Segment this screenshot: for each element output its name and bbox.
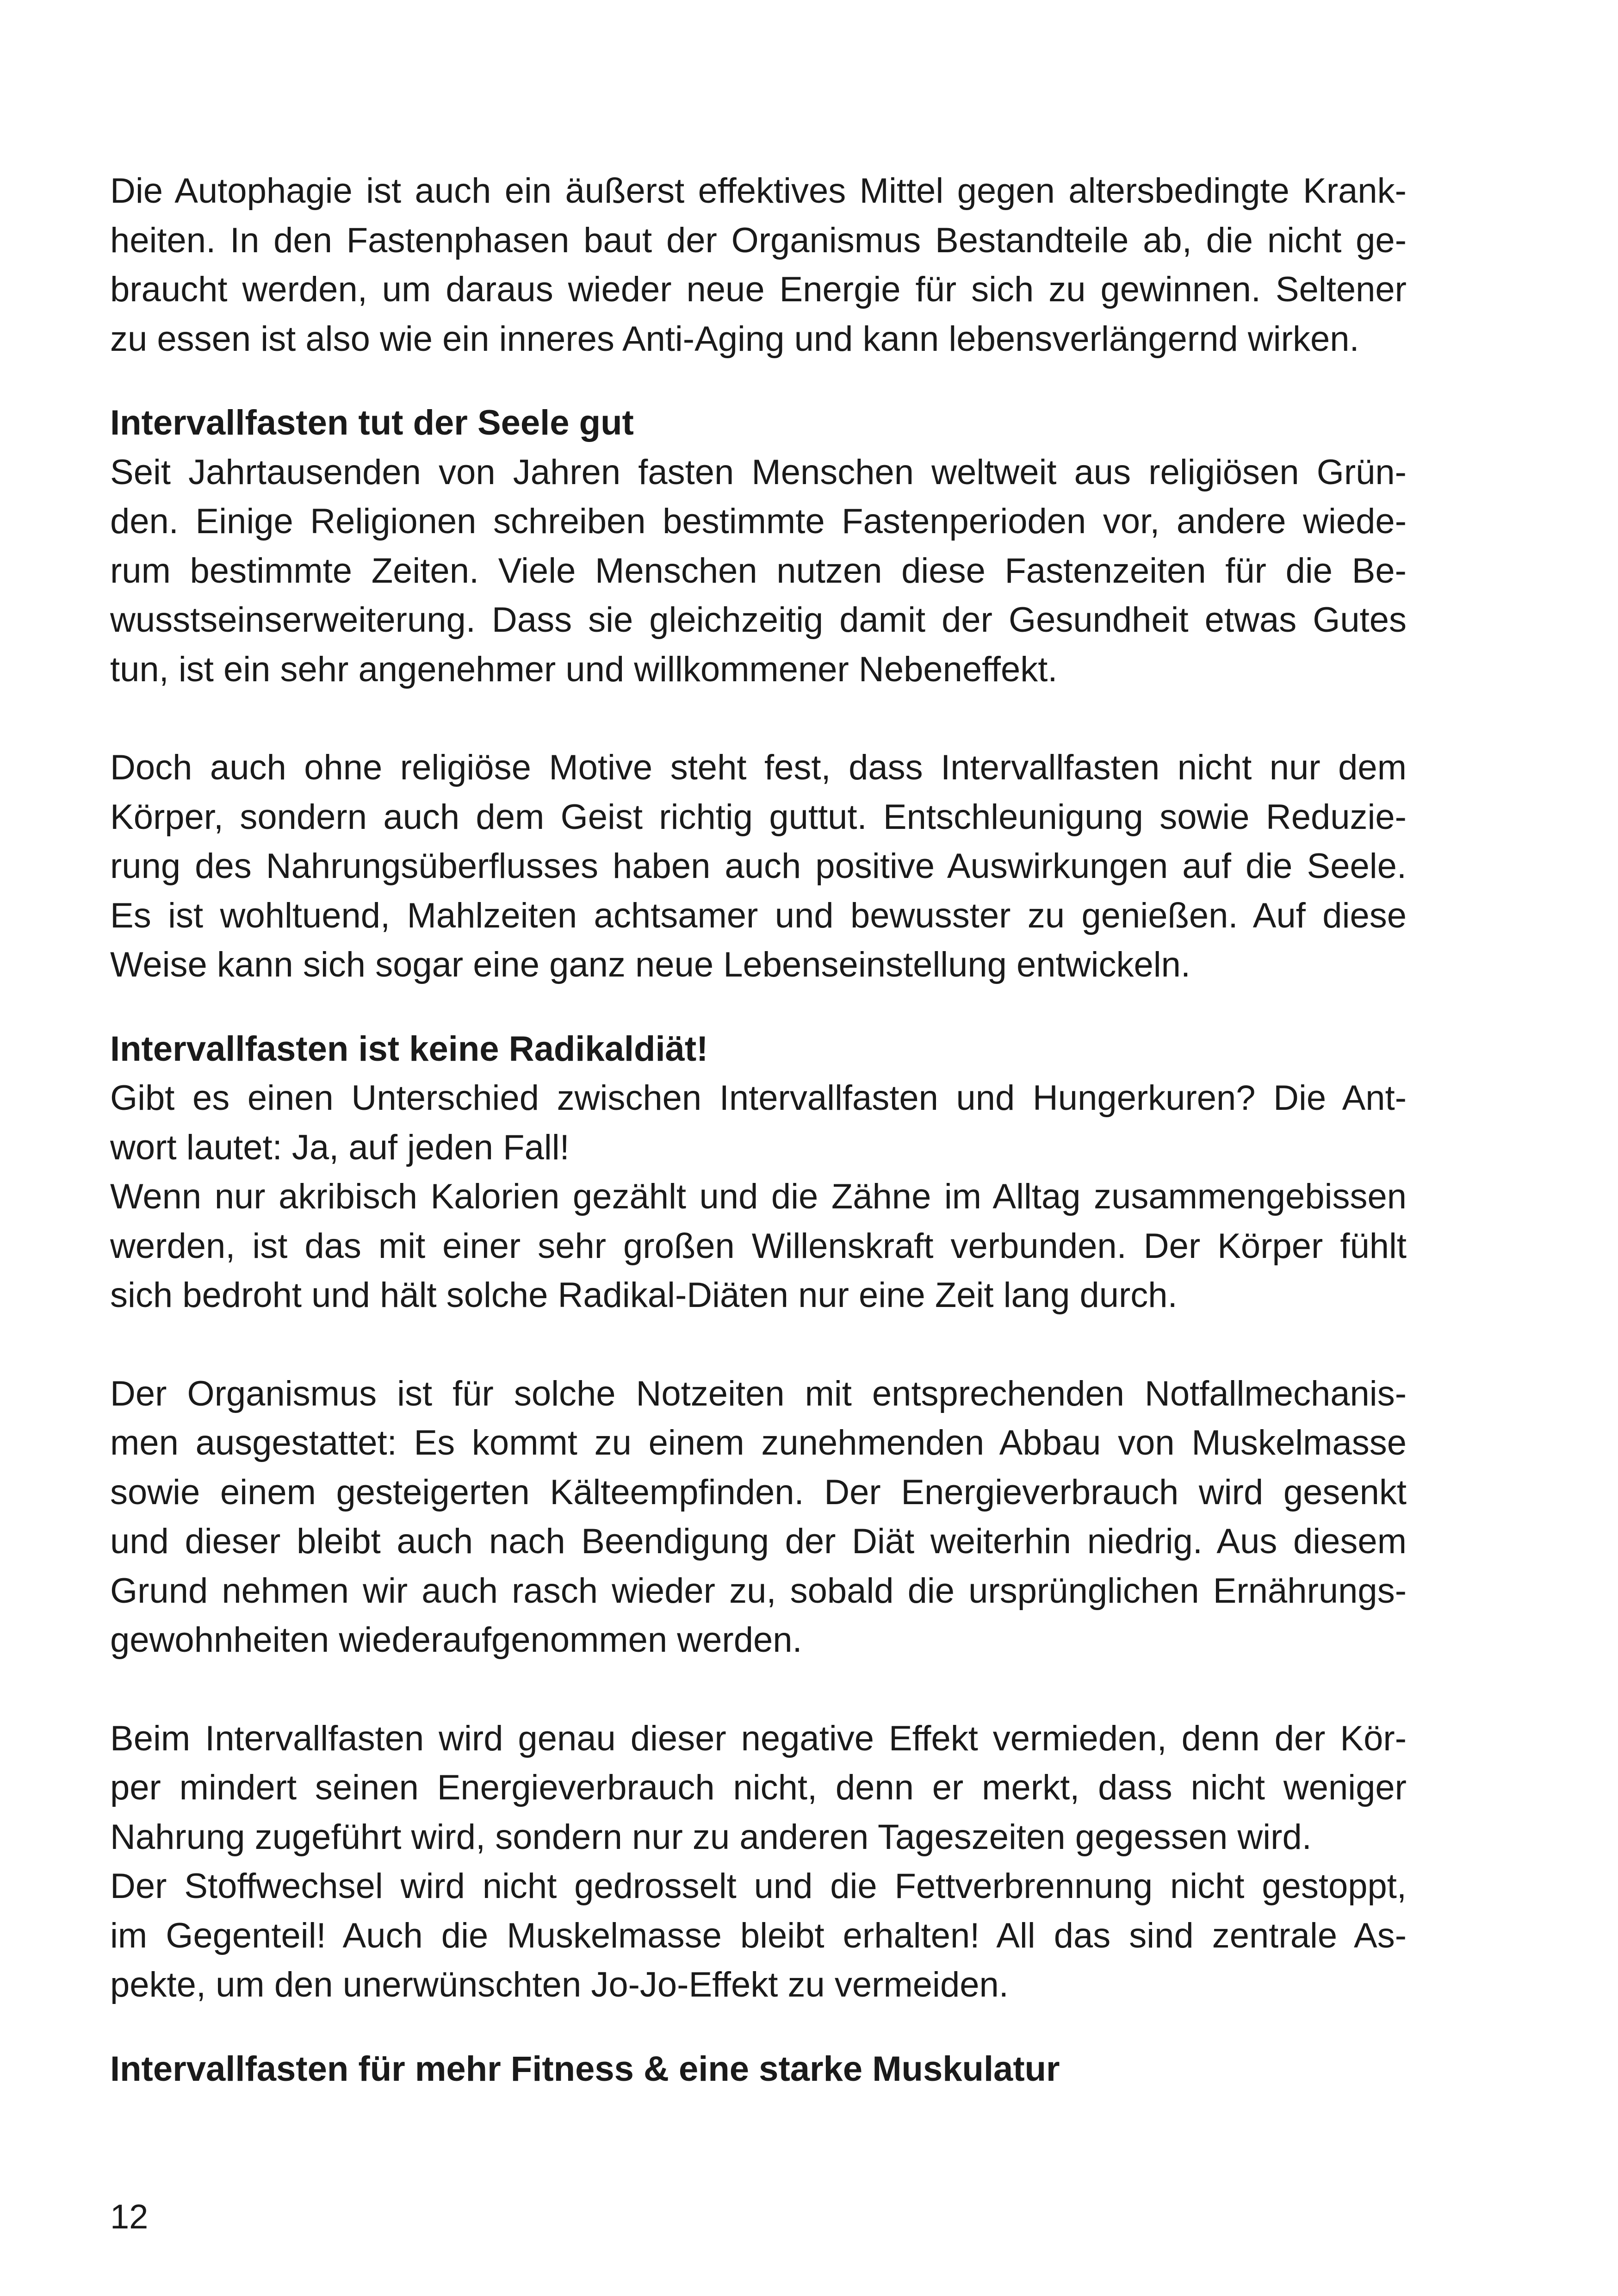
text-line: per mindert seinen Energieverbrauch nicht, denn er merkt, dass nicht weniger bbox=[110, 1768, 1407, 1807]
text-line: Gibt es einen Unterschied zwischen Intervallfasten und Hungerkuren? Die Ant- bbox=[110, 1078, 1407, 1118]
text-line: sich bedroht und hält solche Radikal-Diäten nur eine Zeit lang durch. bbox=[110, 1276, 1178, 1315]
text-line: Seit Jahrtausenden von Jahren fasten Menschen weltweit aus religiösen Grün- bbox=[110, 452, 1407, 492]
text-line: rung des Nahrungsüberflusses haben auch positive Auswirkungen auf die Seele. bbox=[110, 846, 1407, 886]
paragraph-geist bbox=[110, 743, 1407, 990]
text-line: tun, ist ein sehr angenehmer und willkommener Nebeneffekt. bbox=[110, 649, 1058, 689]
text-line: Der Stoffwechsel wird nicht gedrosselt und die Fettverbrennung nicht gestoppt, bbox=[110, 1867, 1407, 1906]
text-line: den. Einige Religionen schreiben bestimmte Fastenperioden vor, andere wiede- bbox=[110, 502, 1407, 541]
text-line: Die Autophagie ist auch ein äußerst effektives Mittel gegen altersbedingte Krank- bbox=[110, 171, 1407, 211]
text-line: wort lautet: Ja, auf jeden Fall! bbox=[110, 1127, 570, 1167]
text-line: gewohnheiten wiederaufgenommen werden. bbox=[110, 1620, 802, 1660]
text-line: zu essen ist also wie ein inneres Anti-Aging und kann lebensverlängernd wirken. bbox=[110, 319, 1359, 359]
text-line: und dieser bleibt auch nach Beendigung der Diät weiterhin niedrig. Aus diesem bbox=[110, 1522, 1407, 1561]
text-line: men ausgestattet: Es kommt zu einem zunehmenden Abbau von Muskelmasse bbox=[110, 1423, 1407, 1462]
text-line: Grund nehmen wir auch rasch wieder zu, sobald die ursprünglichen Ernährungs- bbox=[110, 1571, 1407, 1611]
paragraph-autophagie bbox=[110, 167, 1407, 364]
paragraph-unterschied bbox=[110, 1074, 1407, 1172]
section-heading-radikaldiaet: Intervallfasten ist keine Radikaldiät! bbox=[110, 1029, 708, 1069]
text-line: rum bestimmte Zeiten. Viele Menschen nutzen diese Fastenzeiten für die Be- bbox=[110, 551, 1407, 591]
paragraph-notzeiten bbox=[110, 1369, 1407, 1665]
text-line: Wenn nur akribisch Kalorien gezählt und die Zähne im Alltag zusammengebissen bbox=[110, 1177, 1407, 1216]
text-line: braucht werden, um daraus wieder neue Energie für sich zu gewinnen. Seltener bbox=[110, 270, 1407, 309]
text-line: sowie einem gesteigerten Kälteempfinden. Der Energieverbrauch wird gesenkt bbox=[110, 1472, 1407, 1512]
text-line: pekte, um den unerwünschten Jo-Jo-Effekt zu vermeiden. bbox=[110, 1965, 1009, 2004]
paragraph-stoffwechsel bbox=[110, 1862, 1407, 2010]
text-line: werden, ist das mit einer sehr großen Willenskraft verbunden. Der Körper fühlt bbox=[110, 1226, 1407, 1266]
text-line: Körper, sondern auch dem Geist richtig guttut. Entschleunigung sowie Reduzie- bbox=[110, 797, 1407, 837]
text-line: Beim Intervallfasten wird genau dieser negative Effekt vermieden, denn der Kör- bbox=[110, 1718, 1407, 1758]
paragraph-intervallfasten-effekt bbox=[110, 1714, 1407, 1862]
paragraph-kalorien bbox=[110, 1172, 1407, 1320]
section-heading-fitness: Intervallfasten für mehr Fitness & eine starke Muskulatur bbox=[110, 2049, 1060, 2089]
text-line: Doch auch ohne religiöse Motive steht fest, dass Intervallfasten nicht nur dem bbox=[110, 748, 1407, 787]
text-line: Es ist wohltuend, Mahlzeiten achtsamer und bewusster zu genießen. Auf diese bbox=[110, 896, 1407, 935]
page-number: 12 bbox=[110, 2197, 149, 2236]
text-line: Weise kann sich sogar eine ganz neue Lebenseinstellung entwickeln. bbox=[110, 945, 1190, 984]
text-line: heiten. In den Fastenphasen baut der Organismus Bestandteile ab, die nicht ge- bbox=[110, 220, 1407, 260]
paragraph-religion bbox=[110, 448, 1407, 695]
text-line: im Gegenteil! Auch die Muskelmasse bleibt erhalten! All das sind zentrale As- bbox=[110, 1916, 1407, 1955]
section-heading-seele: Intervallfasten tut der Seele gut bbox=[110, 403, 634, 442]
text-line: Nahrung zugeführt wird, sondern nur zu anderen Tageszeiten gegessen wird. bbox=[110, 1817, 1312, 1857]
text-line: Der Organismus ist für solche Notzeiten mit entsprechenden Notfallmechanis- bbox=[110, 1374, 1407, 1413]
page-body bbox=[110, 167, 1407, 2094]
text-line: wusstseinserweiterung. Dass sie gleichzeitig damit der Gesundheit etwas Gutes bbox=[110, 600, 1407, 640]
